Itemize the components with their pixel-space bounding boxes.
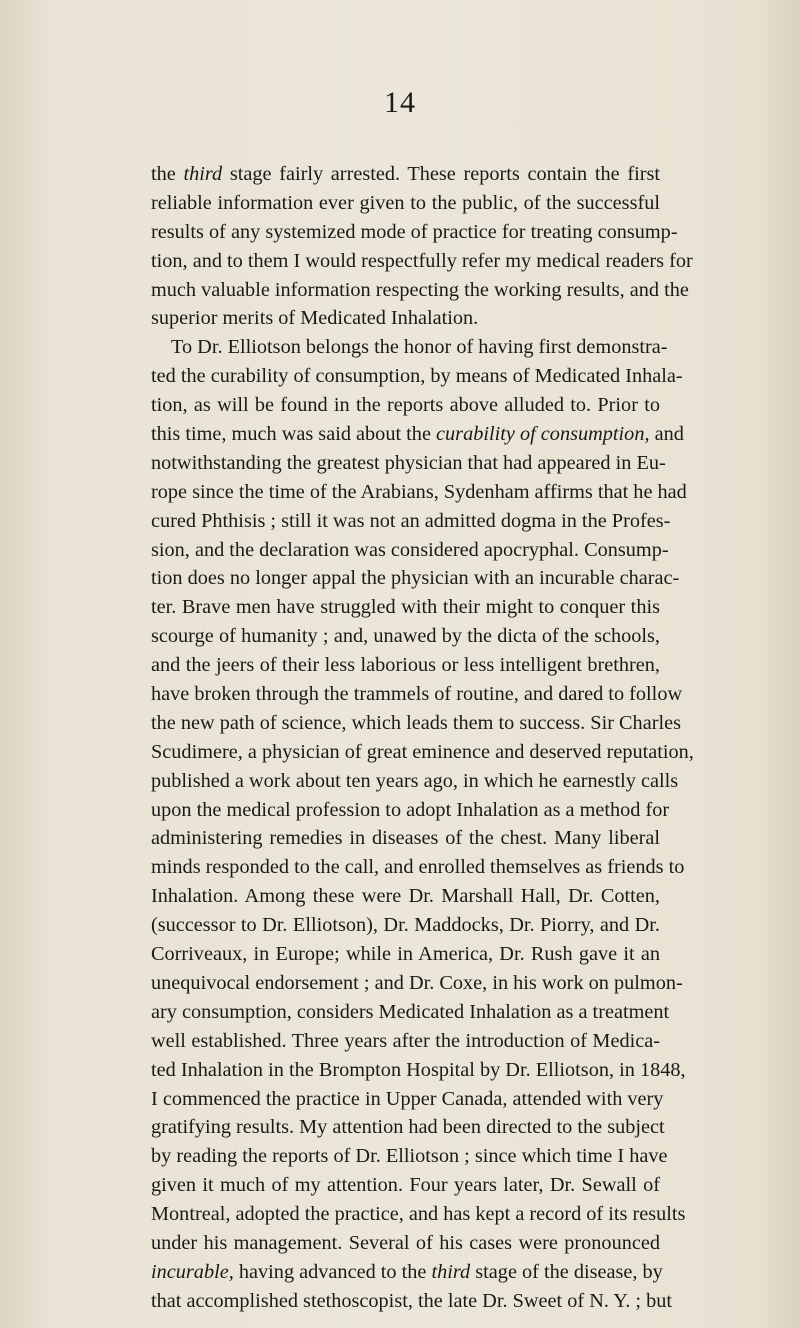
text-line — [151, 1113, 665, 1142]
body-text — [151, 160, 694, 1316]
text-run: this time, much was said about the — [151, 423, 437, 446]
italic-text: third — [431, 1260, 471, 1283]
text-line — [151, 1229, 660, 1258]
text-line — [151, 160, 660, 189]
text-line — [151, 882, 660, 911]
text-run: ted Inhalation in the Brompton Hospital by Dr. Elliotson, in 1848, — [151, 1058, 686, 1081]
text-line — [151, 304, 660, 333]
text-line — [151, 1142, 668, 1171]
text-line — [151, 391, 660, 420]
text-run: ted the curability of consumption, by means of Medicated Inhala- — [151, 365, 683, 388]
text-run: given it much of my attention. Four years later, Dr. Sewall of — [151, 1174, 660, 1197]
text-run: cured Phthisis ; still it was not an admitted dogma in the Profes- — [151, 509, 671, 532]
text-line — [151, 420, 684, 449]
text-line — [151, 536, 669, 565]
text-line — [151, 247, 693, 276]
text-run: administering remedies in diseases of the chest. Many liberal — [151, 827, 660, 850]
text-run: well established. Three years after the introduction of Medica- — [151, 1029, 660, 1052]
text-run: (successor to Dr. Elliotson), Dr. Maddocks, Dr. Piorry, and Dr. — [151, 914, 660, 937]
text-run: ter. Brave men have struggled with their might to conquer this — [151, 596, 660, 619]
text-line — [151, 622, 660, 651]
text-line — [151, 1200, 686, 1229]
text-run: that accomplished stethoscopist, the late Dr. Sweet of N. Y. ; but — [151, 1289, 673, 1312]
text-run: have broken through the trammels of routine, and dared to follow — [151, 683, 683, 706]
italic-text: third — [183, 163, 223, 185]
text-run: upon the medical profession to adopt Inhalation as a method for — [151, 798, 670, 821]
text-run: Corriveaux, in Europe; while in America, Dr. Rush gave it an — [151, 943, 660, 966]
text-line — [151, 969, 683, 998]
text-line — [151, 709, 681, 738]
text-run: tion, and to them I would respectfully refer my medical readers for — [151, 249, 693, 272]
text-line — [151, 1056, 686, 1085]
text-run: stage fairly arrested. These reports contain the first — [222, 163, 660, 185]
text-run: much valuable information respecting the working results, and the — [151, 278, 689, 301]
text-line — [151, 796, 670, 825]
text-run: Scudimere, a physician of great eminence and deserved reputation, — [151, 740, 694, 763]
text-line — [151, 680, 683, 709]
text-run: Inhalation. Among these were Dr. Marshall Hall, Dr. Cotten, — [151, 885, 660, 908]
text-run: having advanced to the — [233, 1260, 432, 1283]
text-line — [151, 1085, 664, 1114]
text-line — [151, 449, 666, 478]
text-line — [151, 218, 678, 247]
text-run: notwithstanding the greatest physician that had appeared in Eu- — [151, 451, 666, 474]
text-run: I commenced the practice in Upper Canada, attended with very — [151, 1087, 664, 1110]
text-line — [151, 276, 689, 305]
text-run: reliable information ever given to the public, of the successful — [151, 191, 660, 214]
text-run: Montreal, adopted the practice, and has kept a record of its results — [151, 1203, 686, 1226]
text-line — [151, 767, 679, 796]
text-line — [151, 564, 680, 593]
text-line — [151, 853, 685, 882]
text-line — [151, 1287, 673, 1316]
italic-text: incurable, — [151, 1260, 234, 1283]
text-run: tion, as will be found in the reports above alluded to. Prior to — [151, 394, 660, 417]
text-run: stage of the disease, by — [470, 1260, 663, 1283]
text-run: superior merits of Medicated Inhalation. — [151, 307, 479, 330]
text-run: under his management. Several of his cases were pronounced — [151, 1231, 660, 1254]
text-line — [151, 333, 668, 362]
text-line — [151, 1171, 660, 1200]
text-line — [151, 940, 660, 969]
text-run: unequivocal endorsement ; and Dr. Coxe, in his work on pulmon- — [151, 971, 683, 994]
text-line — [151, 911, 660, 940]
text-run: rope since the time of the Arabians, Sydenham affirms that he had — [151, 480, 687, 503]
text-line — [151, 362, 683, 391]
text-run: the — [151, 163, 184, 185]
text-run: published a work about ten years ago, in which he earnestly calls — [151, 769, 679, 792]
text-line — [151, 507, 671, 536]
text-run: scourge of humanity ; and, unawed by the dicta of the schools, — [151, 625, 660, 648]
text-run: gratifying results. My attention had been directed to the subject — [151, 1116, 665, 1139]
text-run: tion does no longer appal the physician with an incurable charac- — [151, 567, 680, 590]
italic-text: curability of consumption, — [436, 423, 650, 446]
text-run: sion, and the declaration was considered apocryphal. Consump- — [151, 538, 669, 561]
text-line — [151, 1258, 663, 1287]
text-line — [151, 593, 660, 622]
text-line — [151, 738, 694, 767]
text-run: by reading the reports of Dr. Elliotson ; since which time I have — [151, 1145, 668, 1168]
text-line — [151, 478, 687, 507]
text-line — [151, 651, 660, 680]
text-line — [151, 998, 670, 1027]
text-line — [151, 824, 660, 853]
text-run: the new path of science, which leads them to success. Sir Charles — [151, 711, 681, 734]
text-run: results of any systemized mode of practice for treating consump- — [151, 220, 678, 243]
text-run: To Dr. Elliotson belongs the honor of having first demonstra- — [171, 336, 668, 359]
text-run: ary consumption, considers Medicated Inhalation as a treatment — [151, 1000, 670, 1023]
text-run: and — [649, 423, 684, 446]
text-run: and the jeers of their less laborious or less intelligent brethren, — [151, 654, 660, 677]
text-line — [151, 1027, 660, 1056]
text-line — [151, 189, 660, 218]
text-run: minds responded to the call, and enrolled themselves as friends to — [151, 856, 685, 879]
page-number: 14 — [384, 86, 416, 119]
